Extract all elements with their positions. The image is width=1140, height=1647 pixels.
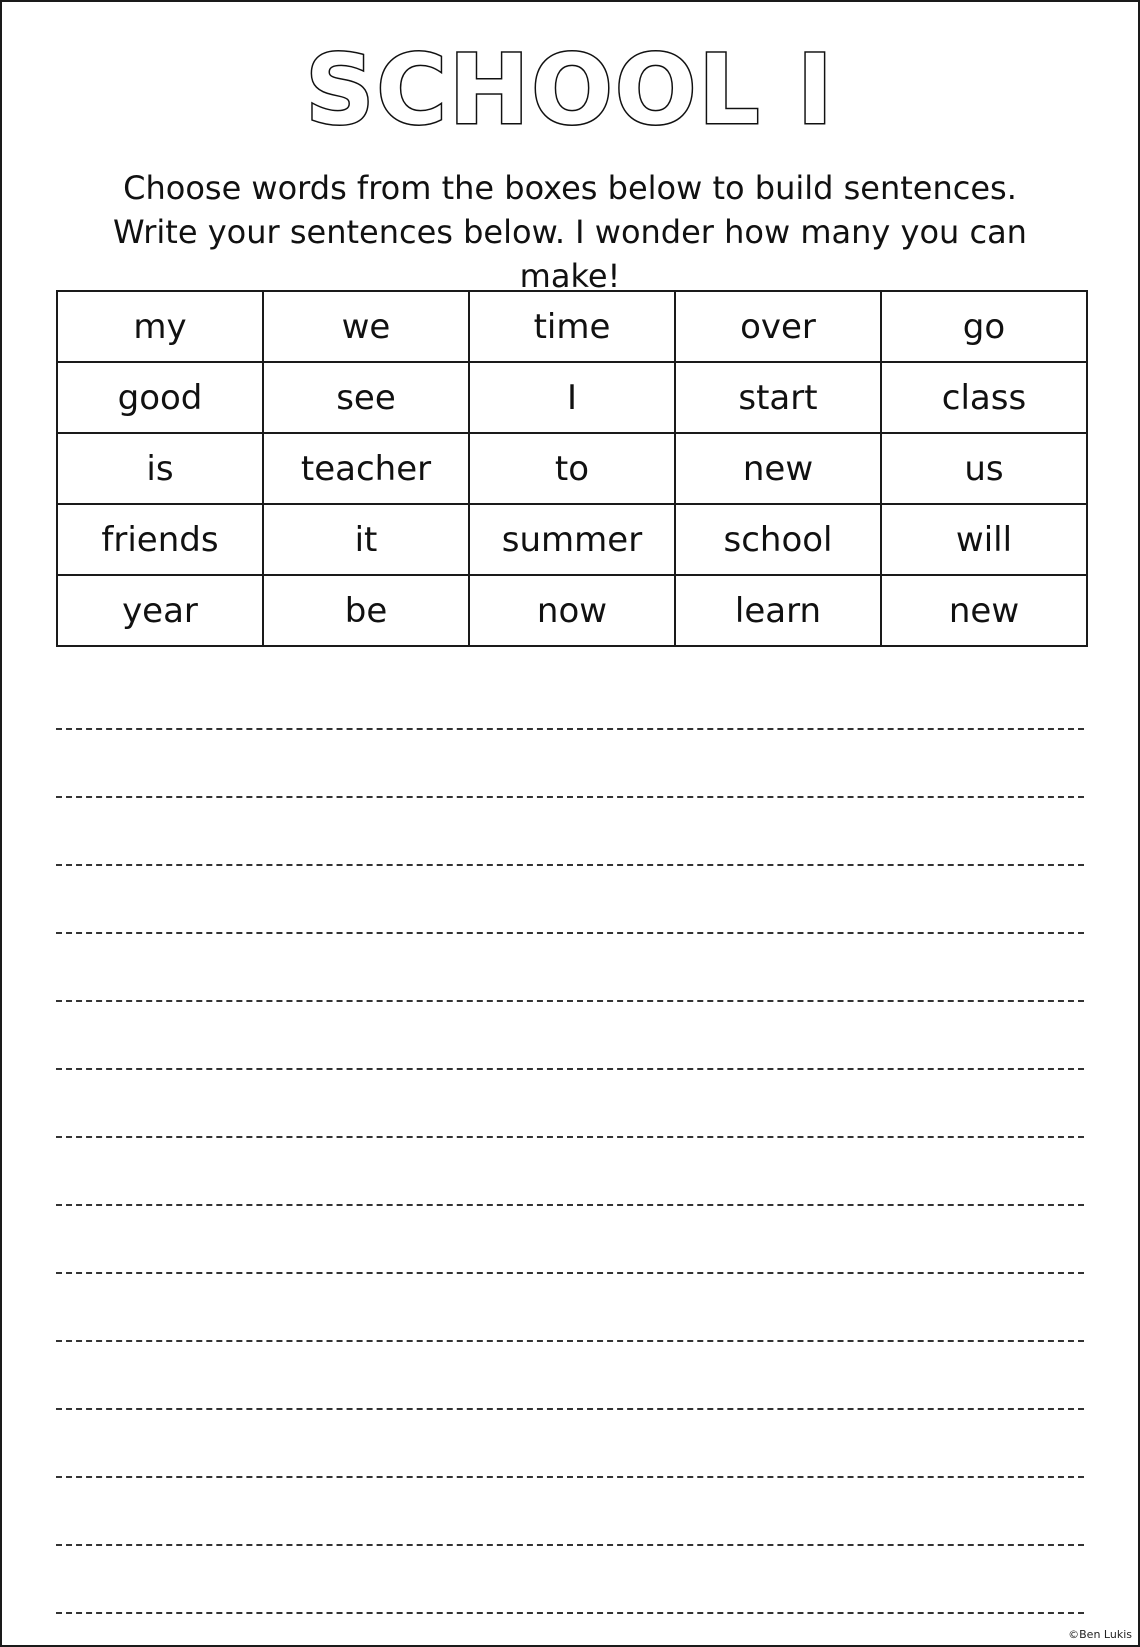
word-cell: we	[263, 291, 469, 362]
word-cell: now	[469, 575, 675, 646]
writing-line[interactable]	[56, 730, 1084, 798]
word-cell: be	[263, 575, 469, 646]
writing-line[interactable]	[56, 1342, 1084, 1410]
writing-line[interactable]	[56, 1138, 1084, 1206]
word-grid-row	[57, 504, 1087, 575]
writing-line[interactable]	[56, 798, 1084, 866]
copyright-text: ©Ben Lukis	[1068, 1628, 1132, 1641]
writing-line[interactable]	[56, 1546, 1084, 1614]
word-cell: new	[881, 575, 1087, 646]
word-cell: it	[263, 504, 469, 575]
writing-line[interactable]	[56, 1002, 1084, 1070]
word-cell: I	[469, 362, 675, 433]
word-cell: learn	[675, 575, 881, 646]
word-cell: will	[881, 504, 1087, 575]
word-cell: year	[57, 575, 263, 646]
word-cell: time	[469, 291, 675, 362]
word-cell: is	[57, 433, 263, 504]
word-grid-row	[57, 433, 1087, 504]
word-grid-row	[57, 291, 1087, 362]
word-cell: summer	[469, 504, 675, 575]
word-cell: teacher	[263, 433, 469, 504]
word-cell: go	[881, 291, 1087, 362]
word-cell: over	[675, 291, 881, 362]
word-grid-row	[57, 575, 1087, 646]
writing-line[interactable]	[56, 1206, 1084, 1274]
word-cell: to	[469, 433, 675, 504]
word-cell: friends	[57, 504, 263, 575]
word-cell: see	[263, 362, 469, 433]
word-cell: my	[57, 291, 263, 362]
writing-line[interactable]	[56, 934, 1084, 1002]
word-cell: new	[675, 433, 881, 504]
word-grid	[56, 290, 1088, 647]
word-cell: class	[881, 362, 1087, 433]
writing-line[interactable]	[56, 1478, 1084, 1546]
instructions-text: Choose words from the boxes below to build sentences. Write your sentences below. I wonder how many you can make!	[113, 169, 1027, 295]
word-cell: start	[675, 362, 881, 433]
word-grid-row	[57, 362, 1087, 433]
writing-line[interactable]	[56, 1070, 1084, 1138]
worksheet-title: SCHOOL I	[305, 34, 835, 146]
word-cell: good	[57, 362, 263, 433]
writing-line[interactable]	[56, 1410, 1084, 1478]
writing-line[interactable]	[56, 866, 1084, 934]
writing-lines	[56, 662, 1084, 1614]
word-cell: us	[881, 433, 1087, 504]
word-cell: school	[675, 504, 881, 575]
writing-line[interactable]	[56, 1274, 1084, 1342]
writing-line[interactable]	[56, 662, 1084, 730]
